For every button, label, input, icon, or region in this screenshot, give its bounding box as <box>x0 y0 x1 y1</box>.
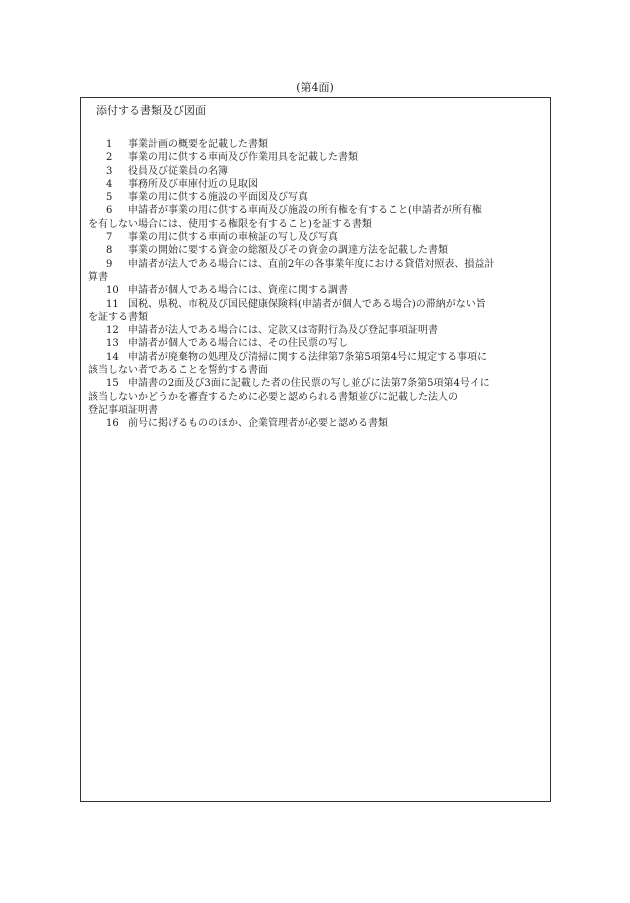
list-item-number: 10 <box>106 285 119 297</box>
list-item <box>88 178 544 191</box>
list-item-number: 12 <box>106 325 119 337</box>
list-item-number: 2 <box>106 152 113 164</box>
list-item <box>88 258 544 285</box>
list-item-number: 15 <box>106 378 119 390</box>
list-item-number: 9 <box>106 258 113 270</box>
list-item <box>88 151 544 164</box>
list-item <box>88 298 544 325</box>
list-item-line: 国税、県税、市税及び国民健康保険料(申請者が個人である場合)の滞納がない旨 <box>128 298 486 310</box>
list-item-text <box>88 258 544 271</box>
list-item-line: 申請者が個人である場合には、その住民票の写し <box>128 338 348 350</box>
list-item <box>88 138 544 151</box>
list-item-line: 事業計画の概要を記載した書類 <box>128 139 268 150</box>
list-item-line: 登記事項証明書 <box>88 404 158 416</box>
list-item <box>88 324 544 337</box>
list-item-text <box>88 165 544 178</box>
list-item-line: 事業の開始に要する資金の総額及びその資金の調達方法を記載した書類 <box>128 245 448 257</box>
section-heading: 添付する書類及び図面 <box>96 104 206 117</box>
list-item-continuation <box>88 404 544 417</box>
list-item-line: 申請者が事業の用に供する車両及び施設の所有権を有すること(申請者が所有権 <box>128 205 482 217</box>
list-item-text <box>88 178 544 191</box>
list-item-line: 前号に掲げるもののほか、企業管理者が必要と認める書類 <box>128 418 388 430</box>
list-item-line: を有しない場合には、使用する権限を有すること)を証する書類 <box>88 218 372 230</box>
list-item-text <box>88 284 544 297</box>
list-item-line: 該当しないかどうかを審査するために必要と認められる書類並びに記載した法人の <box>88 391 458 403</box>
list-item-number: 14 <box>106 351 119 363</box>
list-item-continuation <box>88 311 544 324</box>
list-item-text <box>88 231 544 244</box>
list-item-number: 8 <box>106 245 113 257</box>
list-item <box>88 231 544 244</box>
list-item-text <box>88 298 544 311</box>
list-item-text <box>88 417 544 430</box>
list-item-continuation <box>88 364 544 377</box>
list-item-continuation <box>88 391 544 404</box>
list-item <box>88 351 544 378</box>
list-item-line: 事務所及び車庫付近の見取図 <box>128 178 258 190</box>
list-item-continuation <box>88 271 544 284</box>
list-item-text <box>88 351 544 364</box>
list-item-number: 13 <box>106 338 119 350</box>
list-item-line: 事業の用に供する施設の平面図及び写真 <box>128 192 308 204</box>
list-item-number: 16 <box>106 418 119 430</box>
list-item-line: 算書 <box>88 271 108 283</box>
list-item-number: 3 <box>106 165 113 177</box>
list-item-line: 役員及び従業員の名簿 <box>128 165 228 177</box>
list-item <box>88 204 544 231</box>
list-item-number: 6 <box>106 205 113 217</box>
list-item-number: 7 <box>106 232 113 244</box>
list-item-text <box>88 337 544 350</box>
list-item-text <box>88 244 544 257</box>
list-item-line: 該当しない者であることを誓約する書面 <box>88 365 268 377</box>
list-item <box>88 191 544 204</box>
list-item-number: 11 <box>106 298 119 310</box>
list-item <box>88 284 544 297</box>
list-item-number: 1 <box>106 139 113 150</box>
list-item-text <box>88 324 544 337</box>
attachment-list <box>88 138 544 431</box>
list-item-line: 事業の用に供する車両及び作業用具を記載した書類 <box>128 152 358 164</box>
list-item-number: 4 <box>106 178 113 190</box>
list-item-line: 事業の用に供する車両の車検証の写し及び写真 <box>128 232 338 244</box>
list-item-line: 申請者が個人である場合には、資産に関する調書 <box>128 285 348 297</box>
list-item-line: を証する書類 <box>88 311 148 323</box>
list-item <box>88 244 544 257</box>
list-item-text <box>88 204 544 217</box>
list-item <box>88 165 544 178</box>
list-item-line: 申請者が廃棄物の処理及び清掃に関する法律第7条第5項第4号に規定する事項に <box>128 351 488 363</box>
list-item <box>88 337 544 350</box>
list-item-text <box>88 377 544 390</box>
list-item-text <box>88 191 544 204</box>
list-item-text <box>88 138 544 151</box>
list-item-line: 申請者が法人である場合には、直前2年の各事業年度における貸借対照表、損益計 <box>128 258 495 270</box>
list-item-number: 5 <box>106 192 113 204</box>
list-item-text <box>88 151 544 164</box>
list-item <box>88 377 544 417</box>
list-item-line: 申請者が法人である場合には、定款又は寄附行為及び登記事項証明書 <box>128 325 438 337</box>
list-item-line: 申請書の2面及び3面に記載した者の住民票の写し並びに法第7条第5項第4号イに <box>128 378 490 390</box>
list-item <box>88 417 544 430</box>
list-item-continuation <box>88 218 544 231</box>
page-number-label: (第4面) <box>296 81 334 94</box>
